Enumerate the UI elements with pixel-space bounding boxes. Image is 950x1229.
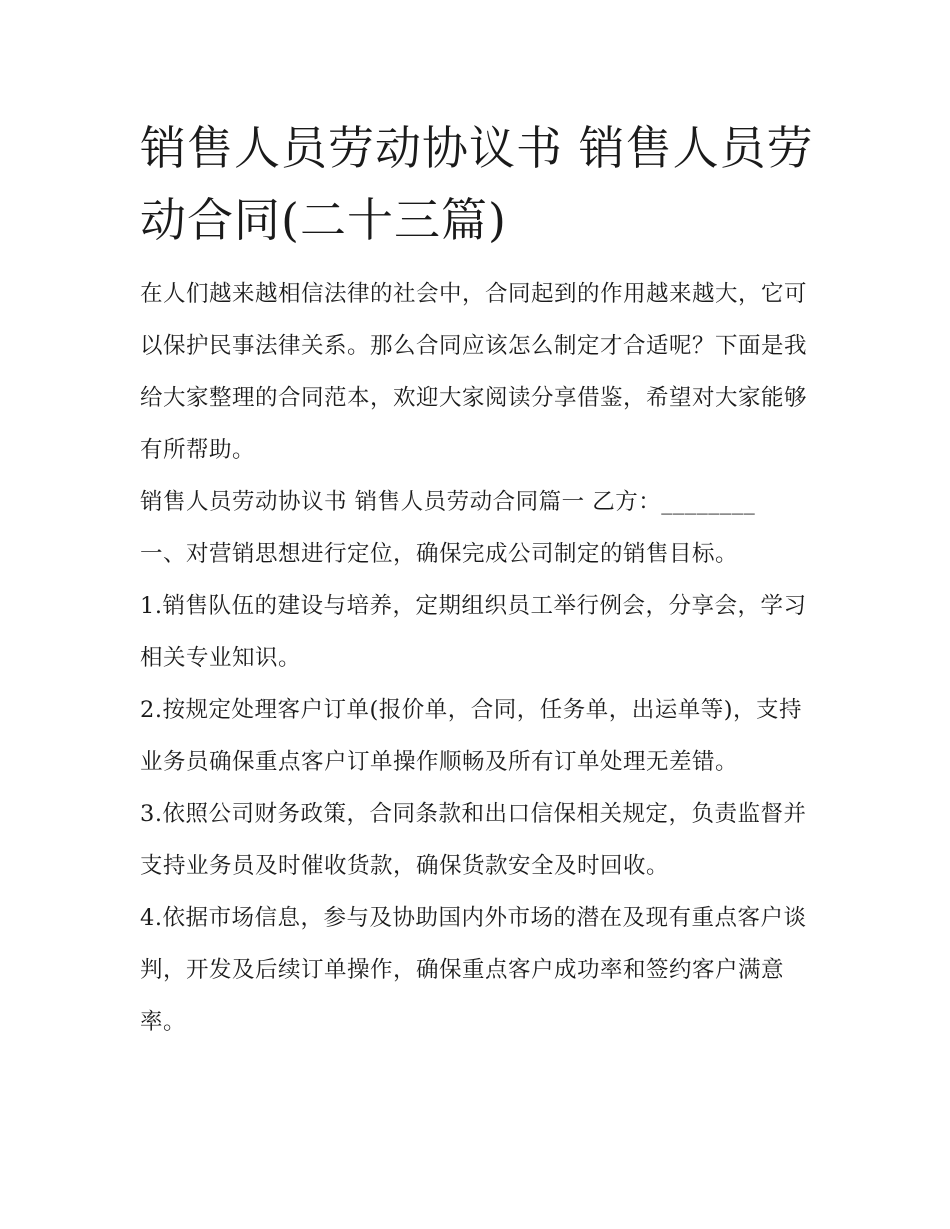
clause-item-1: 1.销售队伍的建设与培养，定期组织员工举行例会，分享会，学习相关专业知识。 — [140, 593, 807, 671]
document-page — [140, 112, 820, 1048]
clause-item-2: 2.按规定处理客户订单(报价单，合同，任务单，出运单等)，支持业务员确保重点客户订单操作顺畅及所有订单处理无差错。 — [140, 697, 803, 775]
section-heading: 销售人员劳动协议书 销售人员劳动合同篇一 乙方：________ — [140, 489, 756, 515]
clause-item-3: 3.依照公司财务政策，合同条款和出口信保相关规定，负责监督并支持业务员及时催收货款，确保货款安全及时回收。 — [140, 801, 807, 879]
clause-item-4: 4.依据市场信息，参与及协助国内外市场的潜在及现有重点客户谈判，开发及后续订单操作，确保重点客户成功率和签约客户满意率。 — [140, 905, 807, 1035]
intro-paragraph: 在人们越来越相信法律的社会中，合同起到的作用越来越大，它可以保护民事法律关系。那么合同应该怎么制定才合适呢？下面是我给大家整理的合同范本，欢迎大家阅读分享借鉴，希望对大家能够有所帮助。 — [140, 281, 808, 463]
clause-paragraph: 一、对营销思想进行定位，确保完成公司制定的销售目标。 — [140, 541, 739, 567]
document-title: 销售人员劳动协议书 销售人员劳动合同(二十三篇) — [140, 121, 814, 247]
